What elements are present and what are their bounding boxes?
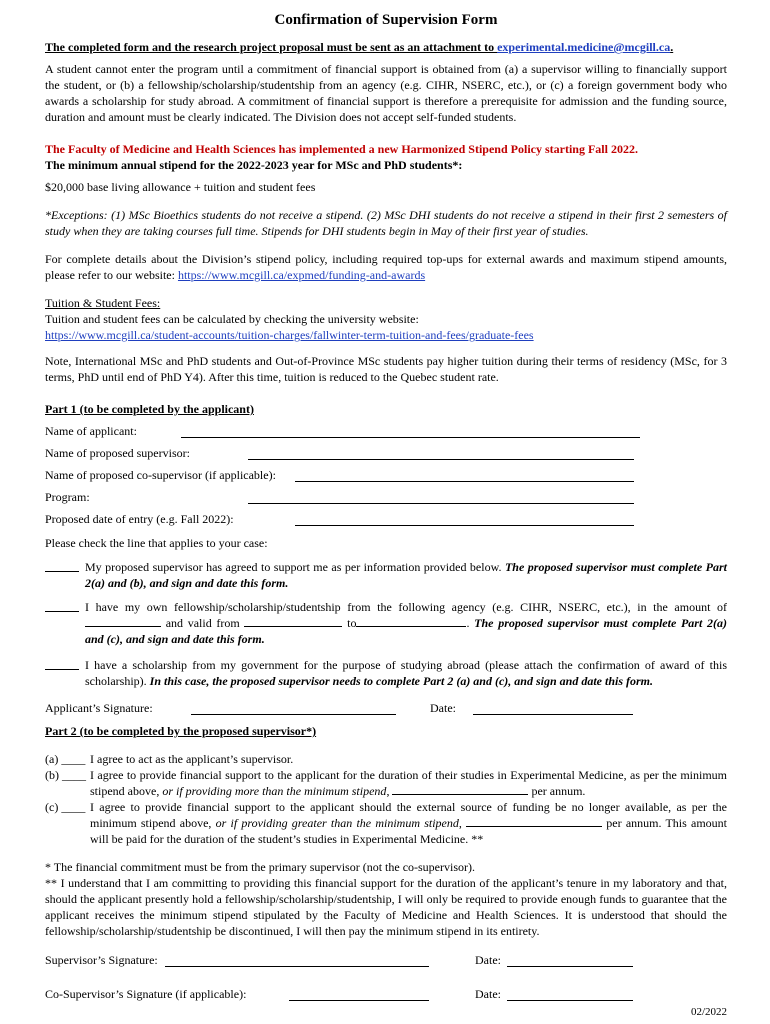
stipend-exceptions: *Exceptions: (1) MSc Bioethics students do not receive a stipend. (2) MSc DHI students do not receive a stipend in their first 2 semesters of study when they are taking courses full time. Stipends for DHI students begin in May of their first year of studies.: [45, 208, 727, 238]
program-label: Program:: [45, 490, 90, 504]
supervisor-date-field[interactable]: [507, 966, 633, 967]
tuition-text: Tuition and student fees can be calculated by checking the university website:: [45, 312, 419, 326]
entry-date-label: Proposed date of entry (e.g. Fall 2022):: [45, 512, 234, 526]
stipend-amount: $20,000 base living allowance + tuition and student fees: [45, 180, 316, 194]
applicant-date-field[interactable]: [473, 714, 633, 715]
cosupervisor-name-row: [45, 467, 727, 489]
check-prompt: Please check the line that applies to your case:: [45, 536, 268, 550]
supervisor-name-row: [45, 445, 727, 467]
part2-note1: * The financial commitment must be from the primary supervisor (not the co-supervisor).: [45, 860, 476, 874]
entry-date-row: [45, 511, 727, 533]
minimum-stipend-line: The minimum annual stipend for the 2022-2023 year for MSc and PhD students*:: [45, 158, 463, 172]
option-c-amount-field[interactable]: [466, 815, 602, 827]
supervisor-name-field[interactable]: [248, 459, 634, 460]
cosupervisor-name-field[interactable]: [295, 481, 634, 482]
supervisor-signature-field[interactable]: [165, 966, 429, 967]
option-b-checkline[interactable]: (b) ____: [45, 768, 86, 782]
option1-row: [45, 559, 727, 591]
option3-row: [45, 657, 727, 689]
applicant-signature-row: [45, 701, 727, 721]
supervisor-date-label: Date:: [475, 953, 501, 967]
option-a-checkline[interactable]: (a) ____: [45, 752, 86, 766]
applicant-signature-field[interactable]: [191, 714, 396, 715]
tuition-heading: Tuition & Student Fees:: [45, 296, 161, 310]
option-b-amount-field[interactable]: [392, 783, 528, 795]
option2-text-c: to: [342, 616, 357, 630]
applicant-date-label: Date:: [430, 701, 456, 715]
option-b-italic: or if providing more than the minimum stipend: [162, 784, 387, 798]
option2-text-d: .: [466, 616, 475, 630]
cosupervisor-signature-label: Co-Supervisor’s Signature (if applicable):: [45, 987, 247, 1001]
stipend-details-text: For complete details about the Division’s stipend policy, including required top-ups for external awards and maximum stipend amounts, please refer to our website:: [45, 252, 727, 282]
option-c-checkline[interactable]: (c) ____: [45, 800, 86, 814]
option-b-text: I agree to provide financial support to the applicant for the duration of their studies in Experimental Medicine, as per the minimum stipend above,: [90, 768, 727, 798]
applicant-name-row: [45, 423, 727, 445]
supervisor-signature-row: [45, 953, 727, 977]
option3-checkline[interactable]: [45, 657, 79, 670]
option2-text-a: I have my own fellowship/scholarship/studentship from the following agency (e.g. CIHR, NSERC, etc.), in the amount of: [85, 600, 727, 614]
award-amount-field[interactable]: [85, 615, 161, 627]
cosupervisor-name-label: Name of proposed co-supervisor (if applicable):: [45, 468, 276, 482]
option3-text: I have a scholarship from my government for the purpose of studying abroad (please attach the confirmation of award of this scholarship).: [85, 658, 727, 688]
cosupervisor-signature-field[interactable]: [289, 1000, 429, 1001]
tuition-note: Note, International MSc and PhD students and Out-of-Province MSc students pay higher tuition during their terms of residency (MSc, for 3 terms, PhD until end of PhD Y4). After this time, tuition is reduced to the Quebec student rate.: [45, 354, 727, 384]
option1-instruction: The proposed supervisor must complete Part 2(a) and (b), and sign and date this form.: [85, 560, 728, 590]
submission-instruction: [45, 39, 727, 55]
part2-heading: Part 2 (to be completed by the proposed supervisor*): [45, 724, 317, 738]
option1-checkline[interactable]: [45, 559, 79, 572]
option3-instruction: In this case, the proposed supervisor needs to complete Part 2 (a) and (c), and sign and date this form.: [149, 674, 653, 688]
entry-date-field[interactable]: [295, 525, 634, 526]
cosupervisor-date-label: Date:: [475, 987, 501, 1001]
part2-note2: ** I understand that I am committing to providing this financial support for the duration of the applicant’s tenure in my laboratory and that, should the applicant presently hold a fellowship/scholarship/studentship, I will only be required to provide enough funds to guarantee that the applicant receives the minimum stipend stipulated by the Faculty of Medicine and Health Sciences. It is understood that should the fellowship/scholarship/studentship be discontinued, I will then pay the minimum stipend in its entirety.: [45, 876, 727, 938]
part2-option-a: [45, 751, 727, 767]
program-field[interactable]: [248, 503, 634, 504]
option-c-italic: or if providing greater than the minimum stipend: [215, 816, 459, 830]
valid-from-field[interactable]: [244, 615, 342, 627]
form-page: [45, 12, 727, 1011]
tuition-link-line: [45, 327, 727, 343]
valid-to-field[interactable]: [356, 615, 466, 627]
option-a-text: I agree to act as the applicant’s supervisor.: [90, 752, 294, 766]
option2-text-b: and valid from: [161, 616, 245, 630]
option1-text: My proposed supervisor has agreed to support me as per information provided below.: [85, 560, 505, 574]
funding-link[interactable]: https://www.mcgill.ca/expmed/funding-and-awards: [177, 268, 426, 282]
cosupervisor-date-field[interactable]: [507, 1000, 633, 1001]
tuition-link[interactable]: https://www.mcgill.ca/student-accounts/tuition-charges/fallwinter-term-tuition-and-fees/graduate-fees: [45, 328, 534, 342]
option-b-end: per annum.: [528, 784, 586, 798]
stipend-details: [45, 251, 727, 283]
supervisor-signature-label: Supervisor’s Signature:: [45, 953, 158, 967]
program-row: [45, 489, 727, 511]
stipend-policy-line: The Faculty of Medicine and Health Sciences has implemented a new Harmonized Stipend Policy starting Fall 2022.: [45, 142, 638, 156]
part1-heading: Part 1 (to be completed by the applicant): [45, 402, 254, 416]
email-link[interactable]: experimental.medicine@mcgill.ca: [497, 40, 671, 54]
form-version: 02/2022: [690, 1006, 727, 1018]
cosupervisor-signature-row: [45, 987, 727, 1011]
part2-option-c: (c) ____ I agree to provide financial support to the applicant should the external source of funding be no longer available, as per the minimum stipend above, or if providing greater than the minimum stipend, per annum. This amount will be paid for the duration of the student’s studies in Experimental Medicine. **: [45, 800, 728, 846]
applicant-name-label: Name of applicant:: [45, 424, 137, 438]
submission-text: The completed form and the research project proposal must be sent as an attachment to: [45, 40, 498, 54]
submission-end: .: [670, 40, 674, 54]
option-c-end: per annum. This amount will be paid for the duration of the student’s studies in Experimental Medicine. **: [90, 816, 728, 846]
page-title: Confirmation of Supervision Form: [274, 12, 498, 28]
applicant-name-field[interactable]: [181, 437, 640, 438]
option2-checkline[interactable]: [45, 599, 79, 612]
applicant-signature-label: Applicant’s Signature:: [45, 701, 153, 715]
part2-option-b: (b) ____ I agree to provide financial support to the applicant for the duration of their studies in Experimental Medicine, as per the minimum stipend above, or if providing more than the minimum stipend, per annum.: [45, 768, 727, 798]
intro-paragraph: A student cannot enter the program until a commitment of financial support is obtained from (a) a supervisor willing to financially support the student, or (b) a fellowship/scholarship/studentship from an agency (e.g. CIHR, NSERC, etc.), or (c) a foreign government body who awards a scholarship for study abroad. A commitment of financial support is therefore a prerequisite for admission and the funding source, duration and amount must be clearly indicated. The Division does not accept self-funded students.: [45, 62, 727, 124]
option2-instruction: The proposed supervisor must complete Part 2(a) and (c), and sign and date this form.: [85, 616, 727, 646]
option-c-text: I agree to provide financial support to the applicant should the external source of funding be no longer available, as per the minimum stipend above,: [90, 800, 727, 830]
option2-row: [45, 599, 727, 647]
supervisor-name-label: Name of proposed supervisor:: [45, 446, 190, 460]
